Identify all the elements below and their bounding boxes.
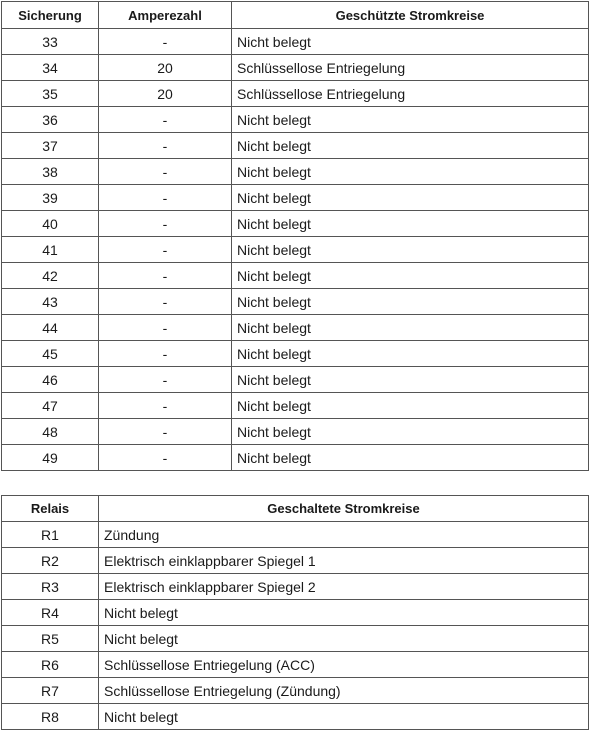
relay-id-cell: R4 [2, 600, 99, 626]
protected-circuit-cell: Nicht belegt [232, 185, 589, 211]
fuse-row [2, 237, 589, 263]
fuse-row [2, 367, 589, 393]
fuse-row [2, 107, 589, 133]
protected-circuit-cell: Nicht belegt [232, 341, 589, 367]
fuse-number-cell: 44 [2, 315, 99, 341]
switched-circuit-cell: Elektrisch einklappbarer Spiegel 1 [99, 548, 589, 574]
amperage-cell: 20 [99, 81, 232, 107]
fuse-number-cell: 37 [2, 133, 99, 159]
amperage-cell: - [99, 367, 232, 393]
switched-circuit-cell: Schlüssellose Entriegelung (ACC) [99, 652, 589, 678]
protected-circuit-cell: Schlüssellose Entriegelung [232, 81, 589, 107]
relay-row [2, 652, 589, 678]
fuse-number-cell: 39 [2, 185, 99, 211]
amperage-cell: 20 [99, 55, 232, 81]
protected-circuit-cell: Nicht belegt [232, 263, 589, 289]
switched-circuit-cell: Elektrisch einklappbarer Spiegel 2 [99, 574, 589, 600]
fuse-number-cell: 36 [2, 107, 99, 133]
fuse-number-cell: 45 [2, 341, 99, 367]
protected-circuit-cell: Nicht belegt [232, 367, 589, 393]
relay-id-cell: R1 [2, 522, 99, 548]
fuse-number-cell: 35 [2, 81, 99, 107]
fuse-row [2, 445, 589, 471]
fuse-number-cell: 42 [2, 263, 99, 289]
fuse-number-cell: 48 [2, 419, 99, 445]
relay-id-cell: R6 [2, 652, 99, 678]
fuse-row [2, 211, 589, 237]
protected-circuit-cell: Nicht belegt [232, 419, 589, 445]
switched-circuit-cell: Nicht belegt [99, 626, 589, 652]
relay-id-cell: R5 [2, 626, 99, 652]
amperage-cell: - [99, 107, 232, 133]
fuse-row [2, 341, 589, 367]
column-header-sicherung: Sicherung [2, 2, 99, 29]
fuse-row [2, 419, 589, 445]
fuse-number-cell: 34 [2, 55, 99, 81]
protected-circuit-cell: Nicht belegt [232, 393, 589, 419]
fuse-number-cell: 38 [2, 159, 99, 185]
fuse-number-cell: 33 [2, 29, 99, 55]
fuse-table-header-row [2, 2, 589, 29]
relay-id-cell: R8 [2, 704, 99, 730]
protected-circuit-cell: Nicht belegt [232, 315, 589, 341]
relay-id-cell: R2 [2, 548, 99, 574]
relay-id-cell: R7 [2, 678, 99, 704]
fuse-number-cell: 40 [2, 211, 99, 237]
switched-circuit-cell: Nicht belegt [99, 600, 589, 626]
protected-circuit-cell: Nicht belegt [232, 237, 589, 263]
amperage-cell: - [99, 341, 232, 367]
relay-row [2, 678, 589, 704]
protected-circuit-cell: Nicht belegt [232, 159, 589, 185]
relay-row [2, 600, 589, 626]
protected-circuit-cell: Nicht belegt [232, 445, 589, 471]
amperage-cell: - [99, 237, 232, 263]
fuse-table [1, 1, 589, 471]
amperage-cell: - [99, 289, 232, 315]
fuse-row [2, 55, 589, 81]
relay-id-cell: R3 [2, 574, 99, 600]
relay-row [2, 522, 589, 548]
protected-circuit-cell: Nicht belegt [232, 211, 589, 237]
amperage-cell: - [99, 315, 232, 341]
protected-circuit-cell: Nicht belegt [232, 289, 589, 315]
amperage-cell: - [99, 29, 232, 55]
amperage-cell: - [99, 185, 232, 211]
amperage-cell: - [99, 445, 232, 471]
switched-circuit-cell: Nicht belegt [99, 704, 589, 730]
fuse-row [2, 159, 589, 185]
amperage-cell: - [99, 393, 232, 419]
relay-row [2, 574, 589, 600]
protected-circuit-cell: Nicht belegt [232, 107, 589, 133]
column-header-amperezahl: Amperezahl [99, 2, 232, 29]
column-header-relais: Relais [2, 496, 99, 522]
amperage-cell: - [99, 159, 232, 185]
switched-circuit-cell: Zündung [99, 522, 589, 548]
fuse-row [2, 133, 589, 159]
fuse-number-cell: 46 [2, 367, 99, 393]
fuse-row [2, 263, 589, 289]
fuse-row [2, 185, 589, 211]
relay-row [2, 626, 589, 652]
fuse-row [2, 289, 589, 315]
protected-circuit-cell: Schlüssellose Entriegelung [232, 55, 589, 81]
fuse-row [2, 29, 589, 55]
relay-table-header-row [2, 496, 589, 522]
amperage-cell: - [99, 419, 232, 445]
protected-circuit-cell: Nicht belegt [232, 133, 589, 159]
fuse-row [2, 315, 589, 341]
fuse-number-cell: 47 [2, 393, 99, 419]
fuse-number-cell: 41 [2, 237, 99, 263]
fuse-number-cell: 49 [2, 445, 99, 471]
amperage-cell: - [99, 211, 232, 237]
fuse-row [2, 81, 589, 107]
column-header-geschaltete-stromkreise: Geschaltete Stromkreise [99, 496, 589, 522]
fuse-row [2, 393, 589, 419]
amperage-cell: - [99, 263, 232, 289]
protected-circuit-cell: Nicht belegt [232, 29, 589, 55]
switched-circuit-cell: Schlüssellose Entriegelung (Zündung) [99, 678, 589, 704]
relay-row [2, 704, 589, 730]
fuse-number-cell: 43 [2, 289, 99, 315]
column-header-stromkreise: Geschützte Stromkreise [232, 2, 589, 29]
amperage-cell: - [99, 133, 232, 159]
relay-row [2, 548, 589, 574]
relay-table [1, 495, 589, 730]
